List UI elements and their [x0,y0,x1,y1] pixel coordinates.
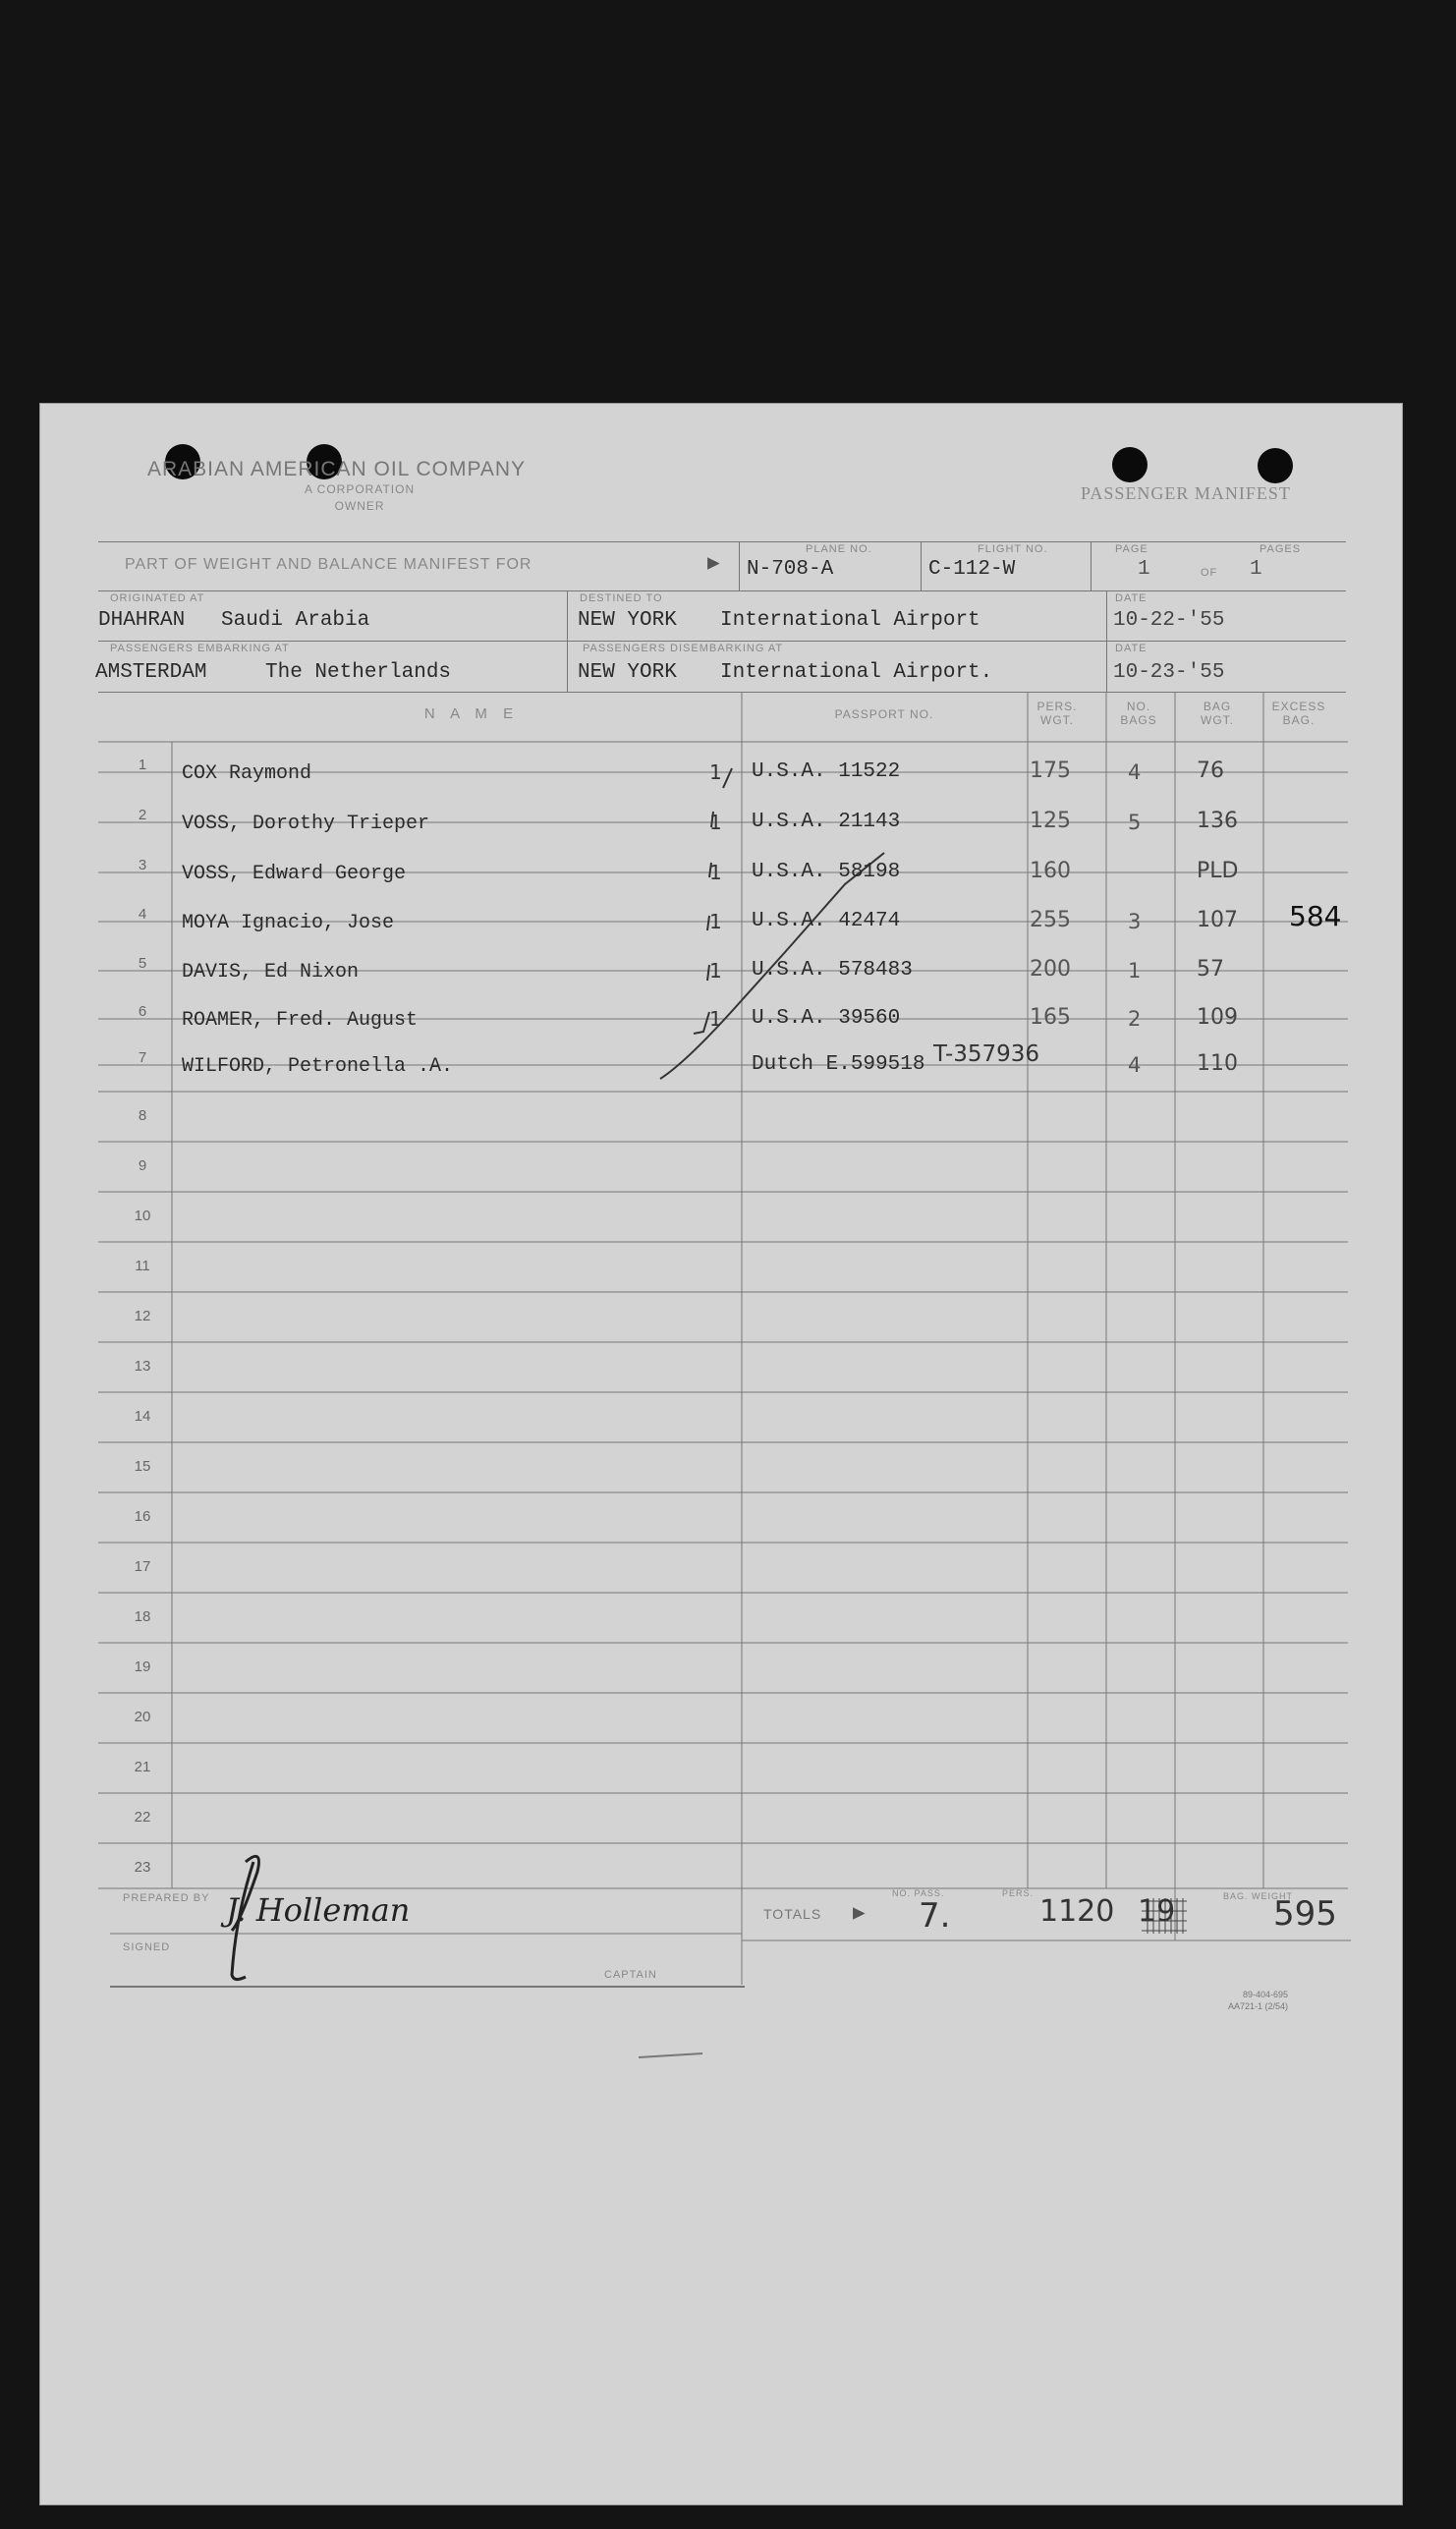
prepared-by-label: PREPARED BY [123,1892,210,1904]
plane-no-label: PLANE NO. [806,543,872,555]
weight-balance-label: PART OF WEIGHT AND BALANCE MANIFEST FOR [125,556,532,573]
excess-bag: 584 [1289,900,1342,932]
passenger-name: MOYA Ignacio, Jose [182,912,395,934]
page-number: 1 [1138,558,1150,581]
row-number: 11 [135,1258,150,1274]
row-number: 19 [134,1658,151,1675]
bag-weight: 57 [1197,957,1224,982]
embarking-label: PASSENGERS EMBARKING AT [110,643,290,654]
passenger-check: 1 [709,959,722,983]
bag-weight-total: 595 [1273,1894,1337,1934]
passport-number: U.S.A. 578483 [752,959,913,982]
bag-count: 4 [1128,760,1142,784]
col-bag-wgt-header: BAG WGT. [1201,700,1234,727]
row-number: 1 [138,757,147,773]
passenger-check: 1 [709,861,722,884]
bag-count: 4 [1128,1053,1142,1077]
company-name: ARABIAN AMERICAN OIL COMPANY [147,458,527,480]
arrow-icon: ▶ [707,553,720,576]
signed-label: SIGNED [123,1941,171,1953]
row-number: 12 [134,1308,151,1324]
flight-no: C-112-W [928,558,1016,581]
row-number: 9 [138,1157,147,1174]
passenger-name: ROAMER, Fred. August [182,1009,419,1032]
bag-count: 5 [1128,811,1142,834]
embarking-country: The Netherlands [265,661,452,684]
passenger-check: 1 [709,811,722,834]
row-number: 4 [138,906,147,923]
col-pers-wgt-header: PERS. WGT. [1036,700,1078,727]
totals-label: TOTALS [763,1906,822,1922]
personal-weight: 175 [1030,759,1071,783]
bags-total: 19 [1138,1894,1176,1929]
row-number: 8 [138,1107,147,1124]
corporation-label: A CORPORATION OWNER [305,482,416,513]
pages-label: PAGES [1260,543,1302,555]
passenger-name: DAVIS, Ed Nixon [182,961,360,984]
destined-city: NEW YORK [578,609,677,632]
passenger-check: 1 [709,1007,722,1031]
disembarking-label: PASSENGERS DISEMBARKING AT [583,643,784,654]
bag-count: 1 [1128,959,1142,983]
captain-label: CAPTAIN [604,1969,657,1981]
row-number: 23 [134,1859,151,1876]
of-label: OF [1201,567,1218,579]
no-pass-label: NO. PASS. [892,1888,945,1898]
passport-number: U.S.A. 39560 [752,1007,901,1030]
plane-no: N-708-A [747,558,834,581]
passport-number: U.S.A. 58198 [752,861,901,883]
bag-weight-label: BAG. WEIGHT [1223,1891,1294,1901]
originated-label: ORIGINATED AT [110,592,205,604]
flight-no-label: FLIGHT NO. [978,543,1048,555]
row-number: 2 [138,807,147,823]
originated-city: DHAHRAN [98,609,186,632]
passenger-name: VOSS, Edward George [182,863,407,885]
bag-weight: 110 [1197,1051,1238,1076]
pers-label: PERS. [1002,1888,1035,1898]
bag-weight: 107 [1197,908,1238,932]
passport-number: Dutch E.599518 [752,1053,925,1076]
passenger-name: WILFORD, Petronella .A. [182,1055,454,1078]
disembarking-city: NEW YORK [578,661,677,684]
date2-label: DATE [1115,643,1148,654]
date2: 10-23-'55 [1113,661,1225,684]
row-number: 17 [134,1558,151,1575]
originated-country: Saudi Arabia [221,609,370,632]
disembarking-place: International Airport. [720,661,993,684]
passenger-name: COX Raymond [182,762,312,785]
col-no-bags-header: NO. BAGS [1120,700,1157,727]
pers-total: 1120 [1039,1894,1115,1929]
row-number: 6 [138,1003,147,1020]
row-number: 21 [134,1759,151,1775]
destined-label: DESTINED TO [580,592,663,604]
passport-annotation: T-357936 [933,1041,1040,1067]
row-number: 20 [134,1709,151,1725]
col-excess-header: EXCESS BAG. [1271,700,1326,727]
row-number: 5 [138,955,147,972]
bag-weight: 76 [1197,759,1224,783]
totals-arrow-icon: ▶ [853,1903,866,1926]
personal-weight: 160 [1030,859,1071,883]
no-pass-total: 7. [919,1896,951,1936]
row-number: 14 [134,1408,151,1425]
personal-weight: 255 [1030,908,1071,932]
row-number: 7 [138,1049,147,1066]
passport-number: U.S.A. 21143 [752,811,901,833]
personal-weight: 200 [1030,957,1071,982]
row-number: 15 [134,1458,151,1475]
row-number: 18 [134,1608,151,1625]
passport-number: U.S.A. 42474 [752,910,901,932]
passenger-name: VOSS, Dorothy Trieper [182,813,430,835]
personal-weight: 125 [1030,809,1071,833]
col-name-header: N A M E [423,705,520,722]
col-passport-header: PASSPORT NO. [834,707,934,721]
bag-count: 2 [1128,1007,1142,1031]
bag-weight: 136 [1197,809,1238,833]
passport-number: U.S.A. 11522 [752,760,901,783]
passenger-check: 1 [709,910,722,933]
page-label: PAGE [1115,543,1148,555]
date1-label: DATE [1115,592,1148,604]
row-number: 16 [134,1508,151,1525]
bag-count: 3 [1128,910,1142,933]
personal-weight: 165 [1030,1005,1071,1030]
row-number: 22 [134,1809,151,1826]
bag-weight: PLD [1197,859,1239,883]
form-code: 89-404-695 AA721-1 (2/54) [1228,1990,1289,2011]
passenger-check: 1 [709,760,722,784]
embarking-city: AMSTERDAM [95,661,207,684]
form-title: PASSENGER MANIFEST [1081,483,1291,503]
row-number: 13 [134,1358,151,1375]
pages-count: 1 [1250,558,1262,581]
row-number: 3 [138,857,147,873]
row-number: 10 [134,1208,151,1224]
signature: J. Holleman [226,1891,411,1929]
destined-place: International Airport [720,609,980,632]
date1: 10-22-'55 [1113,609,1225,632]
bag-weight: 109 [1197,1005,1238,1030]
